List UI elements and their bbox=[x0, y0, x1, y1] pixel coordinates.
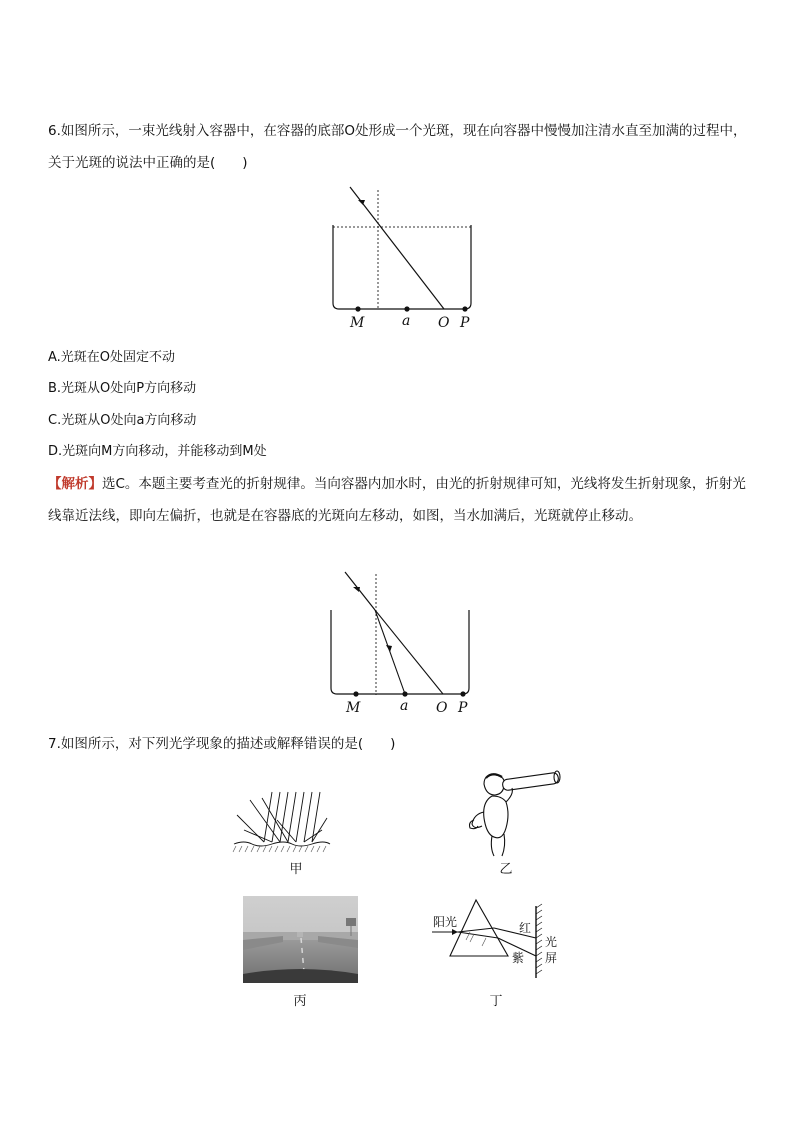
q7-stem: 7.如图所示，对下列光学现象的描述或解释错误的是( ) bbox=[48, 736, 396, 752]
original-ray bbox=[375, 610, 443, 694]
point-a bbox=[404, 306, 409, 311]
point-M bbox=[355, 306, 360, 311]
caption-ding: 丁 bbox=[489, 994, 503, 1009]
analysis-tag: 【解析】 bbox=[48, 476, 102, 492]
point-P bbox=[460, 691, 465, 696]
label-a: a bbox=[402, 313, 411, 329]
caption-jia: 甲 bbox=[289, 862, 303, 877]
arrow-icon bbox=[452, 929, 458, 935]
point-M bbox=[353, 691, 358, 696]
label-red: 红 bbox=[519, 921, 532, 935]
label-screen-1: 光 bbox=[545, 935, 558, 949]
figure-ding bbox=[428, 898, 568, 986]
label-M: M bbox=[346, 700, 361, 716]
container bbox=[333, 225, 471, 309]
caption-yi: 乙 bbox=[499, 862, 513, 877]
label-P: P bbox=[458, 700, 468, 716]
q6-figure-2 bbox=[323, 570, 483, 715]
label-O: O bbox=[436, 700, 448, 716]
incident-ray bbox=[345, 572, 375, 610]
option-c: C.光斑从O处向a方向移动 bbox=[48, 413, 197, 428]
figure-jia bbox=[232, 790, 332, 855]
label-M: M bbox=[350, 315, 365, 331]
point-a bbox=[402, 691, 407, 696]
option-d: D.光斑向M方向移动，并能移动到M处 bbox=[48, 444, 267, 459]
arrow-icon bbox=[353, 587, 360, 592]
option-b: B.光斑从O处向P方向移动 bbox=[48, 381, 197, 396]
figure-bing bbox=[243, 896, 358, 983]
arrow-icon bbox=[386, 645, 392, 652]
caption-bing: 丙 bbox=[293, 994, 307, 1009]
q6-figure-1 bbox=[325, 185, 485, 330]
label-a: a bbox=[400, 698, 409, 714]
figure-yi bbox=[462, 772, 567, 857]
analysis-text: 选C。本题主要考查光的折射规律。当向容器内加水时，由光的折射规律可知，光线将发生折射现象，折射光线靠近法线，即向左偏折，也就是在容器底的光斑向左移动，如图，当水加满后，光斑就停止移动。 bbox=[48, 476, 746, 524]
label-sunlight: 阳光 bbox=[433, 915, 458, 929]
label-screen-2: 屏 bbox=[545, 951, 558, 965]
point-P bbox=[462, 306, 467, 311]
q6-analysis bbox=[48, 468, 748, 532]
light-ray bbox=[350, 187, 444, 309]
label-P: P bbox=[460, 315, 470, 331]
label-violet: 紫 bbox=[512, 951, 525, 965]
label-O: O bbox=[438, 315, 450, 331]
option-a: A.光斑在O处固定不动 bbox=[48, 350, 176, 365]
q6-stem: 6.如图所示，一束光线射入容器中，在容器的底部O处形成一个光斑，现在向容器中慢慢加注清水直至加满的过程中，关于光斑的说法中正确的是( ) bbox=[48, 123, 747, 171]
